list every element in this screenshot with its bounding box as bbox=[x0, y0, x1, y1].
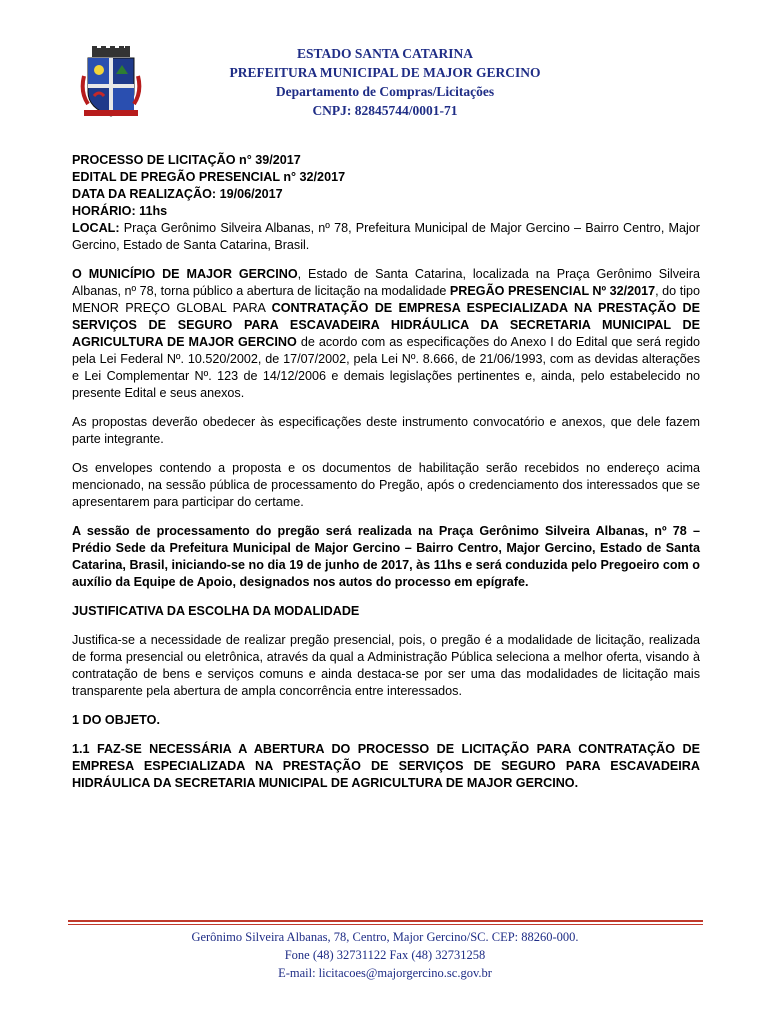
realizacao-date: DATA DA REALIZAÇÃO: 19/06/2017 bbox=[72, 187, 283, 201]
process-meta bbox=[72, 152, 700, 254]
horario: HORÁRIO: 11hs bbox=[72, 204, 168, 218]
local-label: LOCAL: bbox=[72, 221, 120, 235]
header-department: Departamento de Compras/Licitações bbox=[275, 84, 495, 99]
envelopes-paragraph: Os envelopes contendo a proposta e os documentos de habilitação serão recebidos no endereço acima mencionado, na sessão pública de processamento do Pregão, após o credenciamento dos interessados que se apresentarem para participar do certame. bbox=[72, 461, 700, 509]
propostas-paragraph: As propostas deverão obedecer às especificações deste instrumento convocatório e anexos, que dele fazem parte integrante. bbox=[72, 415, 700, 446]
footer-rule bbox=[68, 920, 703, 922]
header-cnpj: CNPJ: 82845744/0001-71 bbox=[312, 103, 458, 118]
justificativa-paragraph: Justifica-se a necessidade de realizar pregão presencial, pois, o pregão é a modalidade de licitação, realizada de forma presencial ou eletrônica, através da qual a Administração Pública seleciona a melhor oferta, visando à contratação de bens e serviços comuns e ainda destaca-se por ser uma das modalidades de licitação mais transparente pela abertura de ampla concorrência entre interessados. bbox=[72, 633, 700, 698]
objeto-text: 1.1 FAZ-SE NECESSÁRIA A ABERTURA DO PROCESSO DE LICITAÇÃO PARA CONTRATAÇÃO DE EMPRESA ESPECIALIZADA NA PRESTAÇÃO DE SERVIÇOS DE SEGURO PARA ESCAVADEIRA HIDRÁULICA DA SECRETARIA MUNICIPAL DE AGRICULTURA DE MAJOR GERCINO. bbox=[72, 742, 700, 790]
intro-text-2: , do tipo MENOR PREÇO GLOBAL PARA bbox=[72, 284, 701, 315]
justificativa-title: JUSTIFICATIVA DA ESCOLHA DA MODALIDADE bbox=[72, 604, 360, 618]
justificativa-heading bbox=[72, 603, 700, 620]
intro-bold-municipio: O MUNICÍPIO DE MAJOR GERCINO bbox=[72, 267, 298, 281]
objeto-title: 1 DO OBJETO. bbox=[72, 713, 160, 727]
footer-phone: Fone (48) 32731122 Fax (48) 32731258 bbox=[284, 948, 486, 962]
intro-text-3: de acordo com as especificações do Anexo I do Edital que será regido pela Lei Federal Nº. 10.520/2002, de 17/07/2002, pela Lei Nº. 8.666, de 21/06/1993, com as devidas alterações e Lei Complementar Nº. 123 de 14/12/2006 e demais legislações pertinentes e, ainda, pelo estabelecido no presente Edital e seus anexos. bbox=[72, 335, 700, 400]
intro-text-1: , Estado de Santa Catarina, localizada na Praça Gerônimo Silveira Albanas, nº 78, torna público a abertura de licitação na modalidade bbox=[72, 267, 701, 298]
intro-bold-contratacao: CONTRATAÇÃO DE EMPRESA ESPECIALIZADA NA PRESTAÇÃO DE SERVIÇOS DE SEGURO PARA ESCAVADEIRA HIDRÁULICA DA SECRETARIA MUNICIPAL DE AGRICULTURA DE MAJOR GERCINO bbox=[72, 301, 700, 349]
local-text: Praça Gerônimo Silveira Albanas, nº 78, Prefeitura Municipal de Major Gercino – Bairro Centro, Major Gercino, Estado de Santa Catarina, Brasil. bbox=[72, 221, 700, 252]
header-prefeitura: PREFEITURA MUNICIPAL DE MAJOR GERCINO bbox=[229, 65, 541, 80]
processo-number: PROCESSO DE LICITAÇÃO n° 39/2017 bbox=[72, 153, 301, 167]
edital-number: EDITAL DE PREGÃO PRESENCIAL n° 32/2017 bbox=[72, 170, 346, 184]
sessao-paragraph bbox=[72, 523, 700, 591]
header-state: ESTADO SANTA CATARINA bbox=[296, 46, 474, 61]
intro-bold-pregao: PREGÃO PRESENCIAL Nº 32/2017 bbox=[449, 284, 656, 298]
footer-rule-thin bbox=[68, 924, 703, 925]
document-body bbox=[72, 152, 700, 792]
objeto-paragraph bbox=[72, 741, 700, 792]
letterhead bbox=[0, 44, 770, 120]
intro-paragraph bbox=[72, 266, 700, 402]
objeto-heading bbox=[72, 712, 700, 729]
footer bbox=[0, 928, 770, 982]
sessao-text: A sessão de processamento do pregão será realizada na Praça Gerônimo Silveira Albanas, nº 78 – Prédio Sede da Prefeitura Municipal de Major Gercino – Bairro Centro, Major Gercino, Estado de Santa Catarina, Brasil, iniciando-se no dia 19 de junho de 2017, às 11hs e será conduzida pelo Pregoeiro com o auxílio da Equipe de Apoio, designados nos autos do processo em epígrafe. bbox=[72, 524, 700, 589]
footer-email: E-mail: licitacoes@majorgercino.sc.gov.br bbox=[278, 966, 492, 980]
footer-address: Gerônimo Silveira Albanas, 78, Centro, Major Gercino/SC. CEP: 88260-000. bbox=[191, 930, 579, 944]
